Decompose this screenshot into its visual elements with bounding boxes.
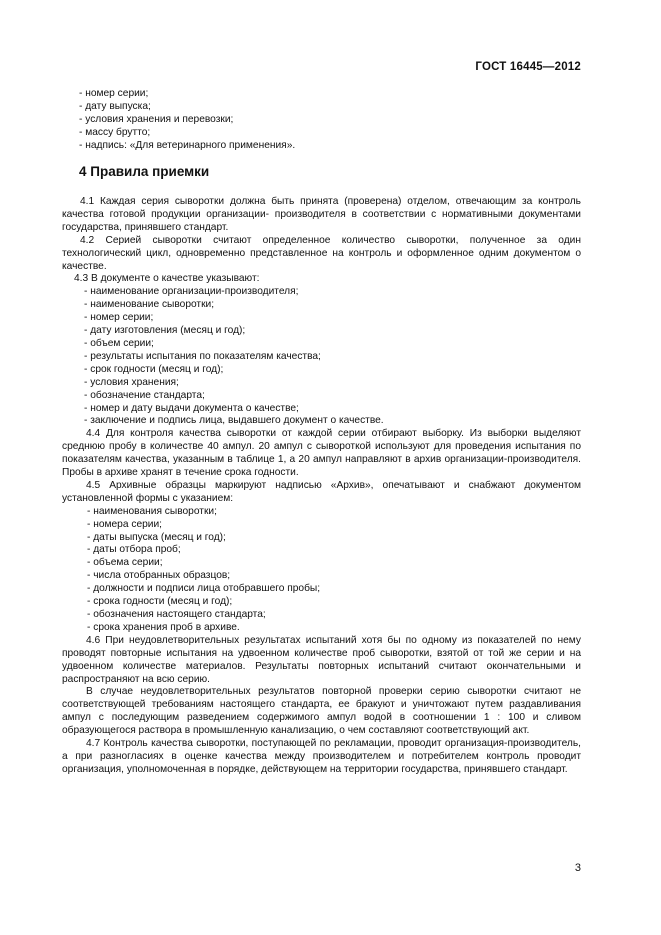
list-item: - объем серии; [84,337,154,349]
list-item: - даты выпуска (месяц и год); [87,531,226,543]
paragraph-4-1: 4.1 Каждая серия сыворотки должна быть принята (проверена) отделом, отвечающим за контроль качества готовой продукции организации- производителя в соответствии с нормативными документами государства, принявшего стандарт. [62,196,581,233]
archive-sample-list [62,506,581,635]
list-item: - числа отобранных образцов; [87,570,231,582]
paragraph-4-3: 4.3 В документе о качестве указывают: [74,273,260,285]
list-item: - срока годности (месяц и год); [87,596,233,608]
paragraph-4-6: 4.6 При неудовлетворительных результатах испытаний хотя бы по одному из показателей по нему проводят повторные испытания на удвоенном количестве проб сыворотки, взятой от той же серии и на удвоенном количестве материалов. Результаты повторных испытаний считают окончательными и распространяют на всю серию. [62,634,581,685]
list-item: - дату выпуска; [79,100,151,112]
list-item: - дату изготовления (месяц и год); [84,325,246,337]
paragraph-4-2: 4.2 Серией сыворотки считают определенное количество сыворотки, полученное за один технологический цикл, одновременно представленное на контроль и оформленное одним документом о качестве. [62,234,581,272]
list-item: - должности и подписи лица отобравшего пробы; [87,583,321,595]
list-item: - наименование организации-производителя; [84,286,299,298]
paragraph-4-4: 4.4 Для контроля качества сыворотки от каждой серии отбирают выборку. Из выборки выделяют среднюю пробу в количестве 40 ампул. 20 ампул с сывороткой используют для проведения испытания по показателям качества, указанным в таблице 1, а 20 ампул направляют в архив организации-производителя. Пробы в архиве хранят в течение срока годности. [62,428,581,479]
list-item: - номер и дату выдачи документа о качестве; [84,402,299,414]
page-number: 3 [574,862,581,874]
list-item: - объема серии; [87,557,163,569]
paragraph-4-7: 4.7 Контроль качества сыворотки, поступающей по рекламации, проводит организация-производитель, а при разногласиях в оценке качества между производителем и потребителем контроль проводит организация, уполномоченная в порядке, действующем на территории государства, принявшего стандарт. [62,738,581,775]
marking-list [79,88,295,152]
list-item: - условия хранения; [84,376,179,388]
list-item: - номер серии; [79,88,149,99]
list-item: - номер серии; [84,312,154,324]
quality-document-list [62,286,581,428]
list-item: - надпись: «Для ветеринарного применения». [79,139,296,151]
paragraph-4-6-continued: В случае неудовлетворительных результатов повторной проверки серию сыворотки считают не соответствующей требованиям настоящего стандарта, ее бракуют и уничтожают путем раздавливания ампул с последующим разведением содержимого ампул водой в соотношении 1 : 100 и сливом образующегося раствора в промышленную канализацию, о чем составляют соответствующий акт. [62,686,581,737]
list-item: - результаты испытания по показателям качества; [84,350,321,362]
section-title: 4 Правила приемки [79,164,210,179]
standard-header: ГОСТ 16445—2012 [475,61,581,73]
list-item: - наименование сыворотки; [84,299,215,311]
section-body [62,196,581,777]
paragraph-4-5: 4.5 Архивные образцы маркируют надписью «Архив», опечатывают и снабжают документом установленной формы с указанием: [62,479,581,504]
list-item: - срок годности (месяц и год); [84,363,224,375]
list-item: - наименования сыворотки; [87,505,217,517]
list-item: - номера серии; [87,518,162,530]
list-item: - даты отбора проб; [87,544,181,556]
list-item: - обозначения настоящего стандарта; [87,609,266,620]
list-item: - срока хранения проб в архиве. [87,621,240,633]
list-item: - массу брутто; [79,126,151,138]
list-item: - условия хранения и перевозки; [79,113,234,125]
list-item: - обозначение стандарта; [84,389,205,401]
list-item: - заключение и подпись лица, выдавшего документ о качестве. [84,415,384,427]
